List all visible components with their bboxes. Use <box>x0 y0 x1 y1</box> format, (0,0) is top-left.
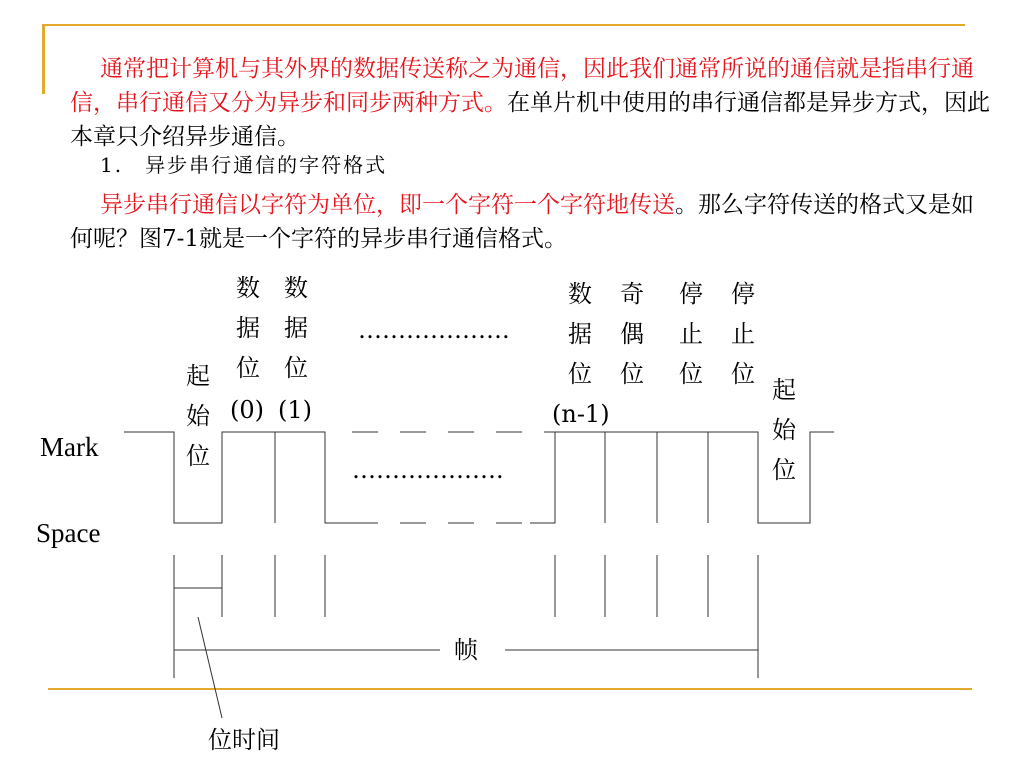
ellipsis-mid: ………………. <box>352 456 504 484</box>
ellipsis-top: ………………. <box>358 316 510 344</box>
data-bit-0-label: 数据位 <box>236 274 260 382</box>
mark-line-left <box>124 432 352 523</box>
stop-bit-2-label: 停止位 <box>731 280 755 388</box>
data-bit-last-index: (n-1) <box>552 400 610 428</box>
intro-black-text: 在单片机中使用的串行通信都是异步方式，因此本章只介绍异步通信。 <box>70 90 990 150</box>
frame-label: 帧 <box>454 636 478 664</box>
next-start-bit-label: 起始位 <box>772 376 796 484</box>
start-bit-label: 起始位 <box>186 362 210 470</box>
parity-bit-label: 奇偶位 <box>620 280 644 388</box>
intro-red-text: 通常把计算机与其外界的数据传送称之为通信，因此我们通常所说的通信就是指串行通信，串行通信又分为异步和同步两种方式。 <box>70 56 974 116</box>
space-label: Space <box>36 518 101 548</box>
data-bit-1-label: 数据位 <box>284 274 308 382</box>
data-bit-last-label: 数据位 <box>568 280 592 388</box>
format-black-text: 。那么字符传送的格式又是如何呢？图7-1就是一个字符的异步串行通信格式。 <box>70 192 974 252</box>
bit-time-pointer <box>198 617 222 718</box>
stop-bit-1-label: 停止位 <box>679 280 703 388</box>
bit-time-label: 位时间 <box>208 726 280 754</box>
data-bit-0-index: (0) <box>230 396 264 424</box>
section-heading: 1. 异步串行通信的字符格式 <box>100 153 388 177</box>
format-red-text: 异步串行通信以字符为单位，即一个字符一个字符地传送 <box>100 192 675 218</box>
data-bit-1-index: (1) <box>278 396 312 424</box>
mark-label: Mark <box>40 432 99 462</box>
